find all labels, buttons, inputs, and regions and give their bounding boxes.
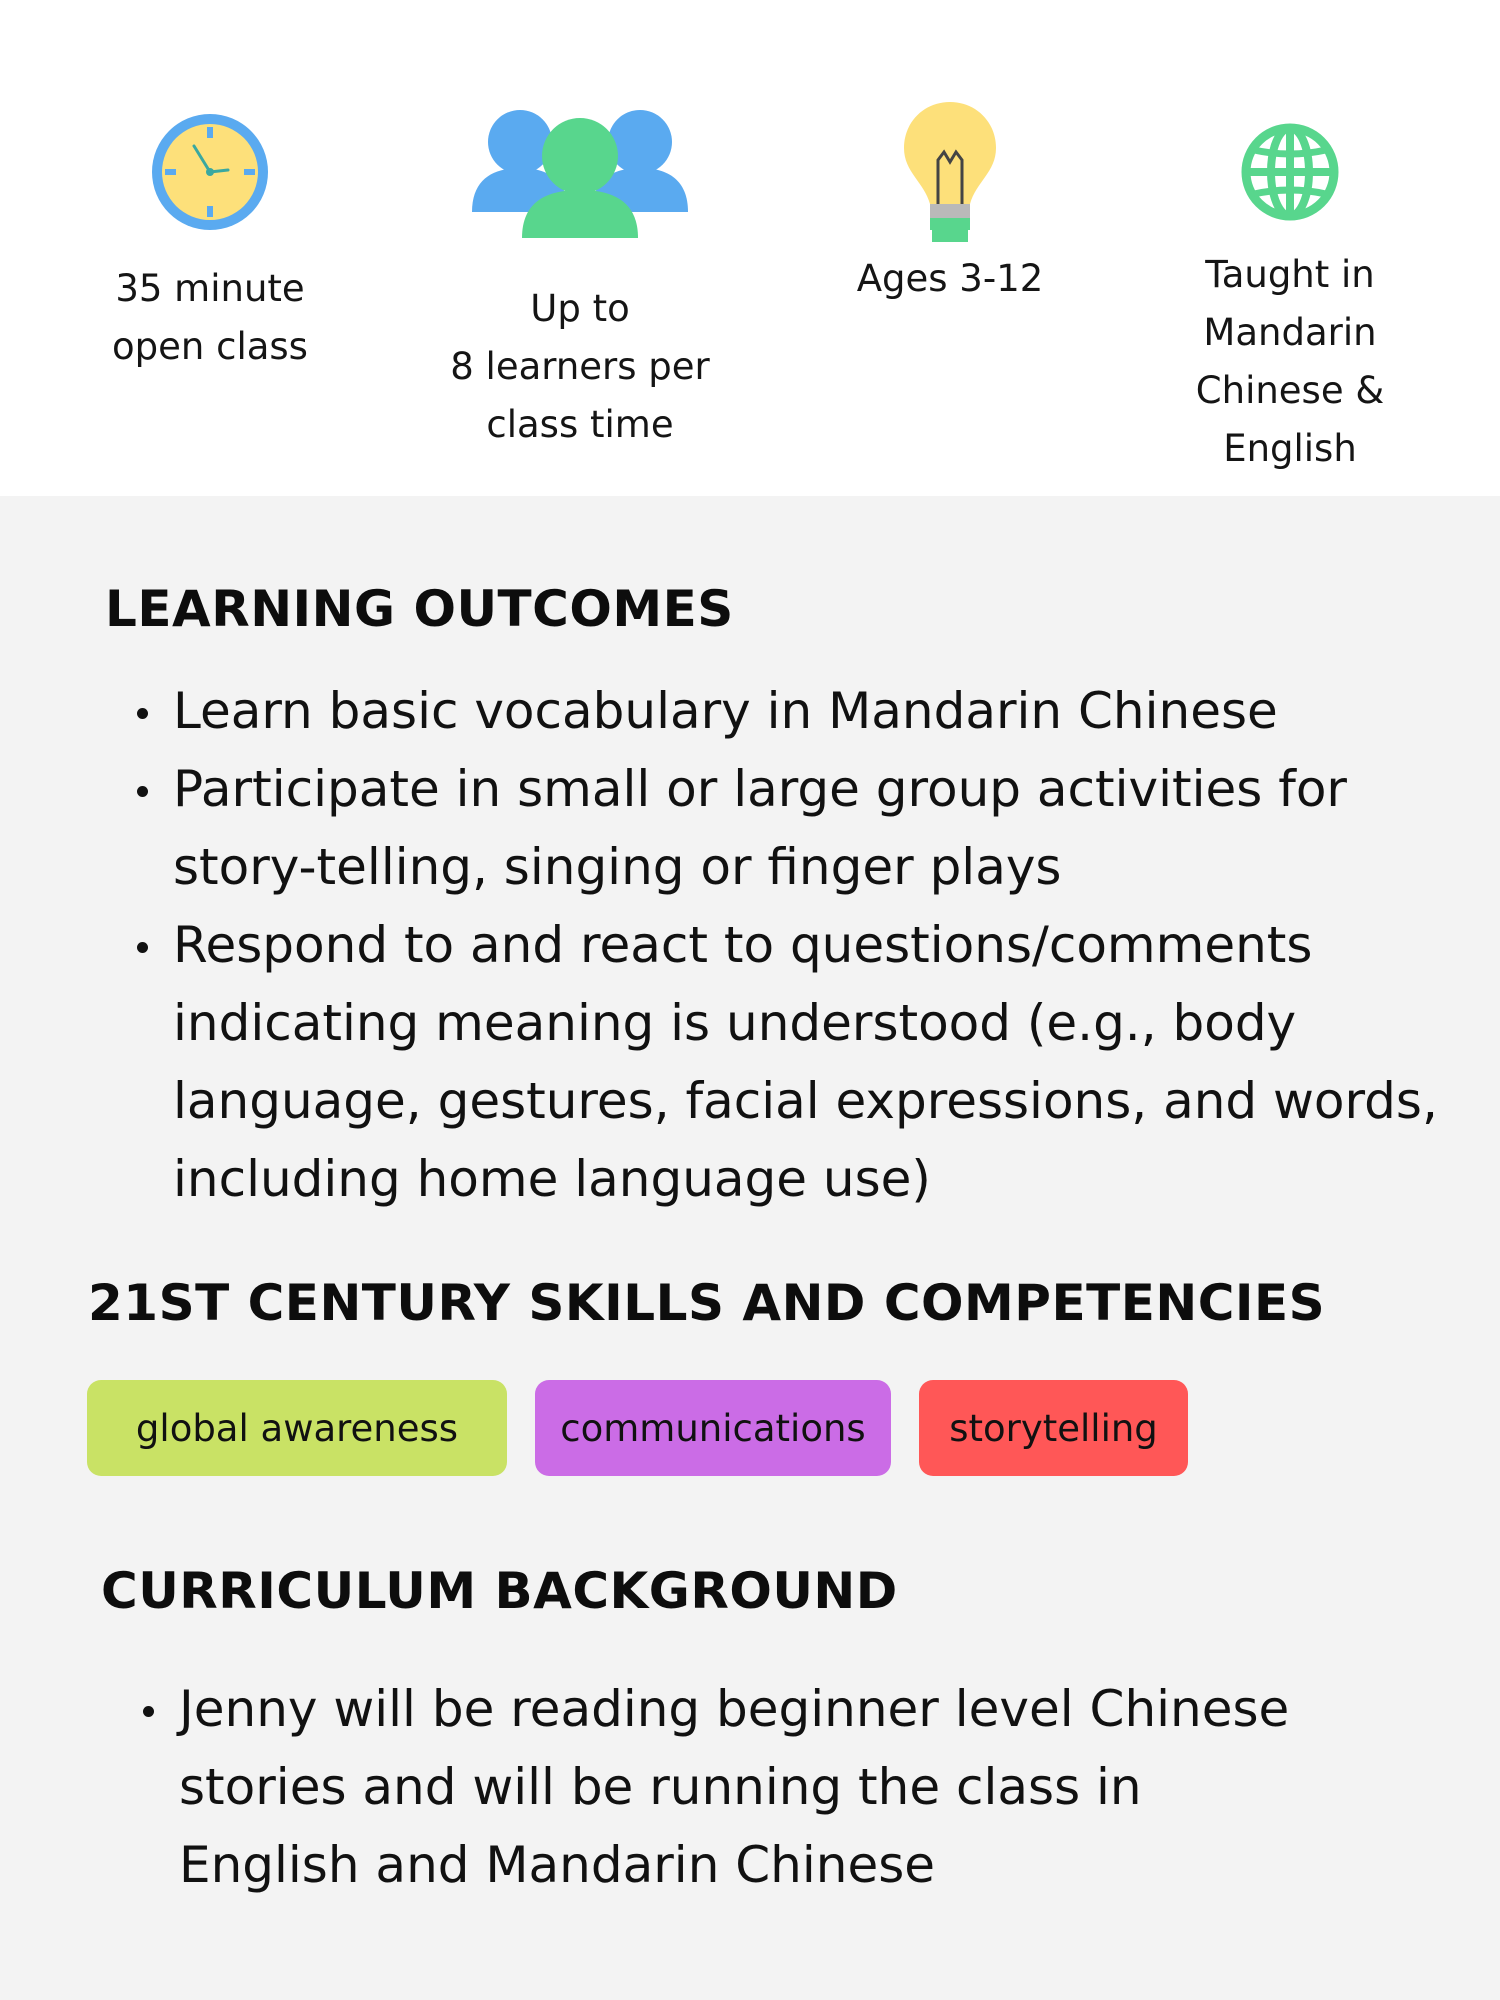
feature-language xyxy=(1140,120,1440,478)
learning-outcomes-heading: LEARNING OUTCOMES xyxy=(105,580,734,638)
skill-tag-storytelling: storytelling xyxy=(919,1380,1188,1476)
feature-duration-caption: 35 minute open class xyxy=(112,267,308,368)
globe-icon xyxy=(1238,120,1342,224)
feature-duration xyxy=(60,110,360,376)
list-item: Participate in small or large group activities for story-telling, singing or finger plays xyxy=(173,750,1463,906)
feature-ages-caption: Ages 3-12 xyxy=(856,257,1044,300)
feature-class-size-caption: Up to 8 learners per class time xyxy=(450,287,710,446)
lightbulb-icon xyxy=(902,100,998,246)
skill-tag-global-awareness: global awareness xyxy=(87,1380,507,1476)
feature-ages xyxy=(800,100,1100,308)
list-item: Respond to and react to questions/comments indicating meaning is understood (e.g., body language, gestures, facial expressions, and words, including home language use) xyxy=(173,906,1463,1218)
curriculum-list xyxy=(179,1670,1329,1904)
list-item: Jenny will be reading beginner level Chinese stories and will be running the class in English and Mandarin Chinese xyxy=(179,1670,1329,1904)
skill-tag-communications: communications xyxy=(535,1380,891,1476)
people-icon xyxy=(472,100,688,240)
learning-outcomes-list xyxy=(173,672,1463,1218)
feature-class-size xyxy=(430,100,730,454)
curriculum-heading: CURRICULUM BACKGROUND xyxy=(101,1562,898,1620)
skills-heading: 21ST CENTURY SKILLS AND COMPETENCIES xyxy=(88,1274,1326,1332)
feature-language-caption: Taught in Mandarin Chinese & English xyxy=(1195,253,1385,470)
clock-icon xyxy=(148,110,272,234)
list-item: Learn basic vocabulary in Mandarin Chinese xyxy=(173,672,1463,750)
